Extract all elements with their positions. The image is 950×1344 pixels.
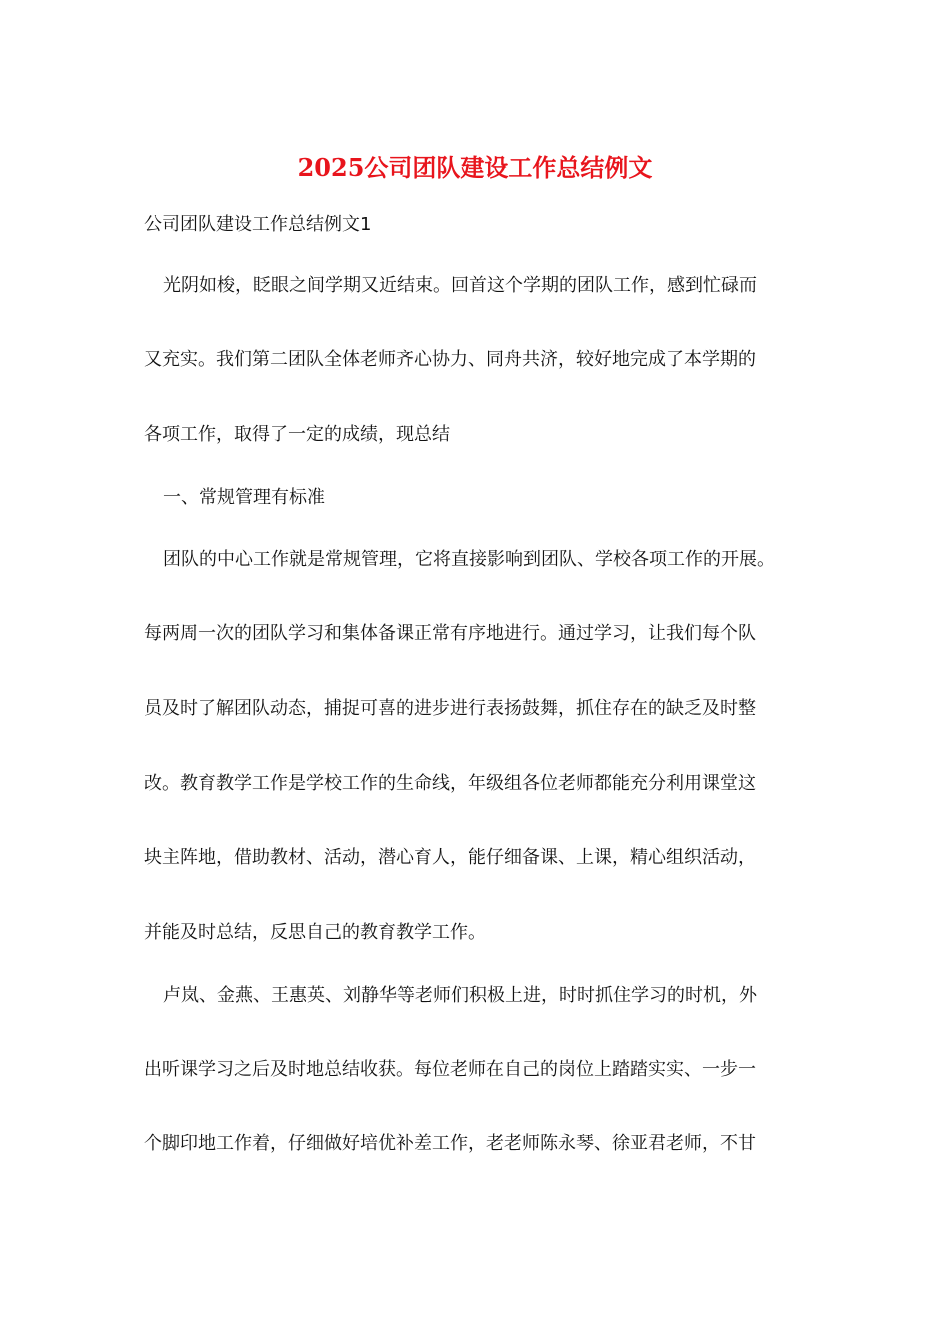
paragraph-line: 又充实。我们第二团队全体老师齐心协力、同舟共济，较好地完成了本学期的 [144,349,756,370]
paragraph-line: 员及时了解团队动态，捕捉可喜的进步进行表扬鼓舞，抓住存在的缺乏及时整 [144,698,756,719]
paragraph-line: 个脚印地工作着，仔细做好培优补差工作，老老师陈永琴、徐亚君老师，不甘 [144,1133,756,1154]
paragraph-line: 光阴如梭，眨眼之间学期又近结束。回首这个学期的团队工作，感到忙碌而 [163,275,757,296]
paragraph-line: 团队的中心工作就是常规管理，它将直接影响到团队、学校各项工作的开展。 [163,549,775,570]
paragraph-line: 卢岚、金燕、王惠英、刘静华等老师们积极上进，时时抓住学习的时机，外 [163,985,757,1006]
paragraph-line: 块主阵地，借助教材、活动，潜心育人，能仔细备课、上课，精心组织活动， [144,847,756,868]
document-title: 2025公司团队建设工作总结例文 [297,153,653,182]
paragraph-line: 并能及时总结，反思自己的教育教学工作。 [144,922,486,943]
paragraph-line: 出听课学习之后及时地总结收获。每位老师在自己的岗位上踏踏实实、一步一 [144,1059,756,1080]
section-heading: 一、常规管理有标准 [163,487,325,508]
paragraph-line: 各项工作，取得了一定的成绩，现总结 [144,424,450,445]
section-subtitle: 公司团队建设工作总结例文1 [144,214,372,235]
paragraph-line: 每两周一次的团队学习和集体备课正常有序地进行。通过学习，让我们每个队 [144,623,756,644]
paragraph-line: 改。教育教学工作是学校工作的生命线，年级组各位老师都能充分利用课堂这 [144,773,756,794]
